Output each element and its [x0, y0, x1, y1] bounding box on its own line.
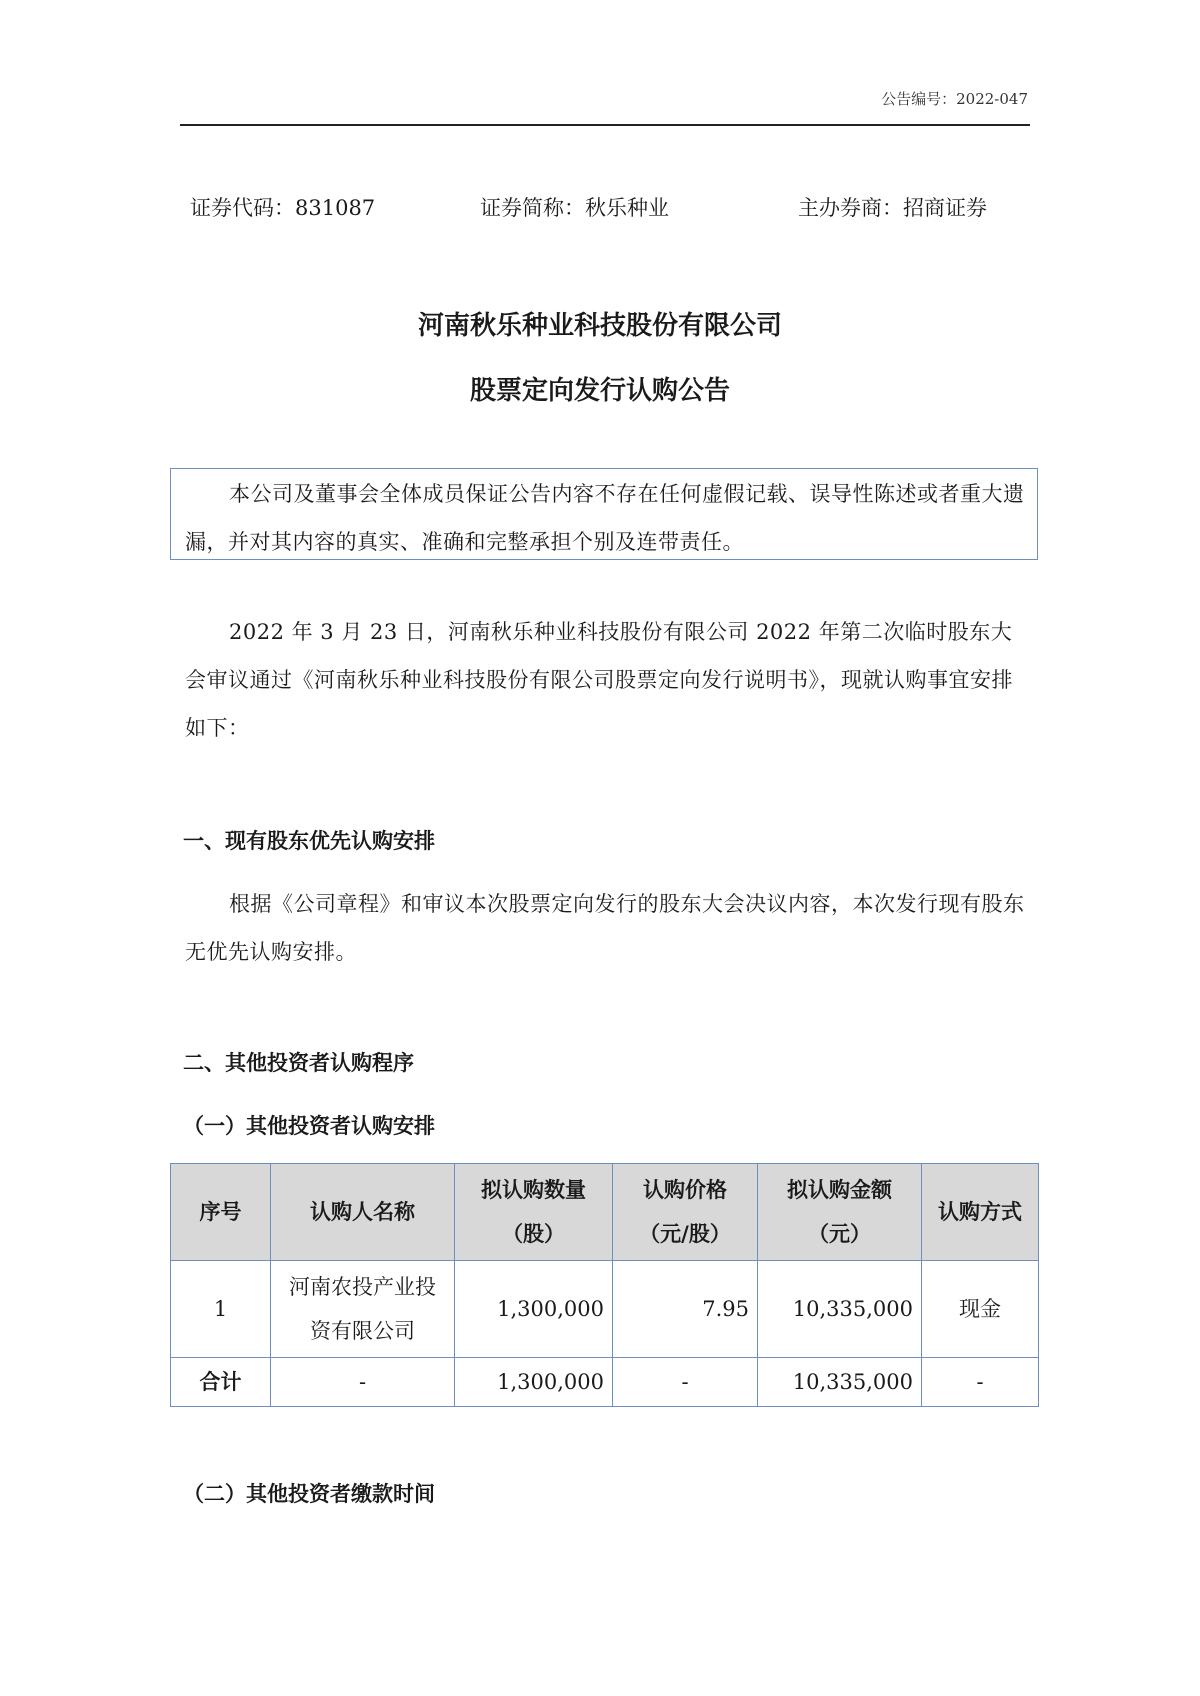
header-qty: 拟认购数量（股）: [455, 1164, 613, 1261]
cell-method: 现金: [922, 1261, 1039, 1358]
header-no: 序号: [171, 1164, 271, 1261]
section2-sub2-heading: （二）其他投资者缴款时间: [183, 1482, 435, 1506]
header-price: 认购价格（元/股）: [613, 1164, 758, 1261]
header-rule: [180, 124, 1030, 126]
header-amount: 拟认购金额（元）: [758, 1164, 922, 1261]
header-method: 认购方式: [922, 1164, 1039, 1261]
table-total-row: [171, 1358, 1039, 1407]
notice-text: 本公司及董事会全体成员保证公告内容不存在任何虚假记载、误导性陈述或者重大遗漏，并对其内容的真实、准确和完整承担个别及连带责任。: [185, 482, 1025, 554]
security-code: 证券代码：831087: [190, 196, 376, 220]
cell-no: 1: [171, 1261, 271, 1358]
total-label: 合计: [171, 1358, 271, 1407]
table-row: [171, 1261, 1039, 1358]
cell-price: 7.95: [613, 1261, 758, 1358]
document-title: 股票定向发行认购公告: [469, 376, 730, 406]
intro-paragraph: 2022 年 3 月 23 日，河南秋乐种业科技股份有限公司 2022 年第二次临时股东大会审议通过《河南秋乐种业科技股份有限公司股票定向发行说明书》，现就认购事宜安排如下：: [185, 620, 1013, 740]
cell-qty: 1,300,000: [455, 1261, 613, 1358]
security-short-name: 证券简称：秋乐种业: [480, 196, 669, 220]
total-method: -: [922, 1358, 1039, 1407]
section1-heading: 一、现有股东优先认购安排: [183, 829, 435, 853]
cell-name: 河南农投产业投资有限公司: [271, 1261, 455, 1358]
company-title: 河南秋乐种业科技股份有限公司: [417, 311, 782, 341]
total-name: -: [271, 1358, 455, 1407]
section2-heading: 二、其他投资者认购程序: [183, 1051, 414, 1075]
subscription-table: [170, 1163, 1039, 1407]
total-amount: 10,335,000: [758, 1358, 922, 1407]
lead-broker: 主办券商：招商证券: [798, 196, 987, 220]
cell-amount: 10,335,000: [758, 1261, 922, 1358]
total-qty: 1,300,000: [455, 1358, 613, 1407]
header-name: 认购人名称: [271, 1164, 455, 1261]
section2-sub1-heading: （一）其他投资者认购安排: [183, 1114, 435, 1138]
announcement-number: 公告编号：2022-047: [881, 90, 1028, 108]
table-header-row: [171, 1164, 1039, 1261]
section1-text: 根据《公司章程》和审议本次股票定向发行的股东大会决议内容，本次发行现有股东无优先认购安排。: [185, 892, 1025, 964]
total-price: -: [613, 1358, 758, 1407]
